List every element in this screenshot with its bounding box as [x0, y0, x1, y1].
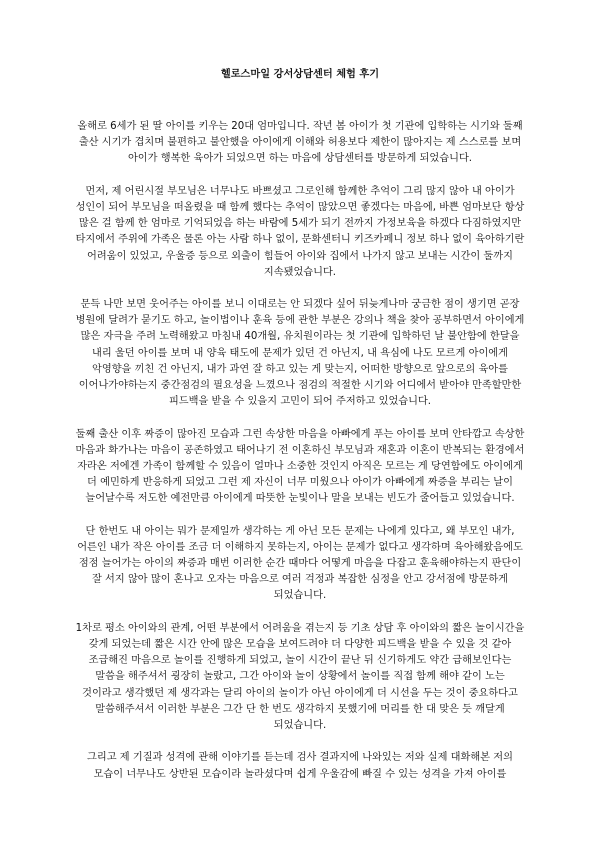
text-line: 둘째 출산 이후 짜증이 많아진 모습과 그런 속상한 마음을 아빠에게 푸는 아이를 보며 안타깝고 속상한 — [75, 428, 525, 440]
text-line: 말씀을 해주셔서 굉장히 놀랐고, 그간 아이와 놀이 상황에서 놀이를 직접 함께 해야 같이 노는 — [95, 671, 505, 683]
text-line: 올해로 6세가 된 딸 아이를 키우는 20대 엄마입니다. 작년 봄 아이가 첫 기관에 입학하는 시기와 둘째 — [77, 121, 523, 132]
paragraph-1 — [0, 119, 600, 168]
text-line: 지속됐었습니다. — [263, 266, 337, 278]
text-line: 이어나가야하는지 중간점검의 필요성을 느꼈으나 점검의 적절한 시기와 어디에서 받아야 만족할만한 — [78, 380, 522, 391]
text-line: 잘 서지 않아 많이 혼나고 오자는 마음으로 여러 걱정과 복잡한 심정을 안고 강서점에 방문하게 — [91, 574, 509, 586]
text-line: 단 한번도 내 아이는 뭐가 문제일까 생각하는 게 아닌 모든 문제는 나에게 있다고, 왜 부모인 내가, — [85, 525, 515, 537]
paragraph-2 — [0, 184, 600, 281]
text-line: 1차로 평소 아이와의 관계, 어떤 부분에서 어려움을 겪는지 등 기초 상담 후 아이와의 짧은 놀이시간을 — [75, 622, 525, 634]
text-line: 병원에 달려가 묻기도 하고, 놀이법이나 훈육 등에 관한 부분은 강의나 책을 찾아 공부하면서 아이에게 — [75, 315, 525, 327]
text-line: 그리고 제 기질과 성격에 관해 이야기를 듣는데 검사 결과지에 나와있는 저와 실제 대화해본 저의 — [87, 752, 513, 764]
text-line: 갖게 되었는데 짧은 시간 안에 많은 모습을 보여드려야 더 다양한 피드백을 받을 수 있을 것 같아 — [88, 639, 512, 650]
text-line: 많은 걸 함께 한 엄마로 기억되었음 하는 바람에 5세가 되기 전까지 가정보육을 하겠다 다짐하였지만 — [78, 218, 522, 230]
paragraph-5 — [0, 524, 600, 605]
text-line: 아이가 행복한 육아가 되었으면 하는 마음에 상담센터를 방문하게 되었습니다. — [127, 153, 473, 165]
text-line: 출산 시기가 겹치며 불편하고 불안했을 아이에게 이해와 허용보다 제한이 많아지는 제 스스로를 보며 — [78, 137, 522, 149]
document-title: 헬로스마일 강서상담센터 체험 후기 — [220, 69, 380, 80]
text-line: 말씀해주셔서 이러한 부분은 그간 단 한 번도 생각하지 못했기에 머리를 한 대 맞은 듯 깨달게 — [95, 703, 505, 715]
text-line: 늘어날수록 저도한 예전만큼 아이에게 따뜻한 눈빛이나 말을 보내는 빈도가 줄어들고 있었습니다. — [85, 493, 515, 505]
text-line: 문득 나만 보면 웃어주는 아이를 보니 이대로는 안 되겠다 싶어 뒤늦게나마 궁금한 점이 생기면 곧장 — [80, 299, 520, 311]
paragraph-4 — [0, 427, 600, 508]
document-body — [0, 119, 600, 799]
text-line: 어려움이 있었고, 우울증 등으로 외출이 힘들어 아이와 집에서 나가지 않고 보내는 시간이 둘까지 — [87, 250, 513, 262]
text-line: 더 예민하게 반응하게 되었고 그런 제 자신이 너무 미웠으나 아이가 아빠에게 짜증을 부리는 날이 — [87, 477, 513, 489]
text-line: 자라온 저에겐 가족이 함께할 수 있음이 얼마나 소중한 것인지 아직은 모르는 게 당연함에도 아이에게 — [77, 460, 523, 472]
paragraph-6 — [0, 621, 600, 734]
text-line: 마음과 화가나는 마음이 공존하였고 태어나기 전 이혼하신 부모님과 재혼과 이혼이 반복되는 환경에서 — [75, 444, 525, 456]
text-line: 어른인 내가 작은 아이를 조금 더 이해하지 못하는지, 아이는 문제가 없다고 생각하며 육아해왔음에도 — [77, 541, 523, 553]
text-line: 악영향을 끼친 건 아닌지, 내가 과연 잘 하고 있는 게 맞는지, 어떠한 방향으로 앞으로의 육아를 — [92, 363, 508, 375]
text-line: 내리 울던 아이를 보며 내 양육 태도에 문제가 있던 건 아닌지, 내 욕심에 나도 모르게 아이에게 — [92, 347, 508, 359]
text-line: 피드백을 받을 수 있을지 고민이 되어 주저하고 있었습니다. — [168, 396, 432, 408]
text-line: 되었습니다. — [273, 590, 327, 602]
text-line: 먼저, 제 어린시절 부모님은 너무나도 바쁘셨고 그로인해 함께한 추억이 그리 많지 않아 내 아이가 — [85, 185, 515, 197]
text-line: 조급해진 마음으로 놀이를 진행하게 되었고, 놀이 시간이 끝난 뒤 신기하게도 약간 급해보인다는 — [88, 655, 512, 667]
text-line: 성인이 되어 부모님을 떠올렸을 때 함께 했다는 추억이 많았으면 좋겠다는 마음에, 바쁜 엄마보단 항상 — [75, 201, 525, 213]
text-line: 것이라고 생각했던 제 생각과는 달리 아이의 놀이가 아닌 아이에게 더 시선을 두는 것이 중요하다고 — [82, 687, 518, 699]
text-line: 점점 늘어가는 아이의 짜증과 매번 이러한 순간 때마다 어떻게 마음을 다잡고 훈육해야하는지 판단이 — [78, 558, 522, 570]
paragraph-7 — [0, 750, 600, 782]
text-line: 많은 자극을 주려 노력해왔고 마침내 40개월, 유치원이라는 첫 기관에 입학하던 날 불안함에 한달을 — [80, 331, 520, 343]
text-line: 되었습니다. — [273, 719, 327, 731]
text-line: 타지에서 주위에 가족은 물론 아는 사람 하나 없이, 문화센터니 키즈카페니 정보 하나 없이 육아하기란 — [75, 234, 525, 246]
text-line: 모습이 너무나도 상반된 모습이라 놀라셨다며 쉽게 우울감에 빠질 수 있는 성격을 가져 아이를 — [93, 768, 507, 780]
paragraph-3 — [0, 297, 600, 410]
